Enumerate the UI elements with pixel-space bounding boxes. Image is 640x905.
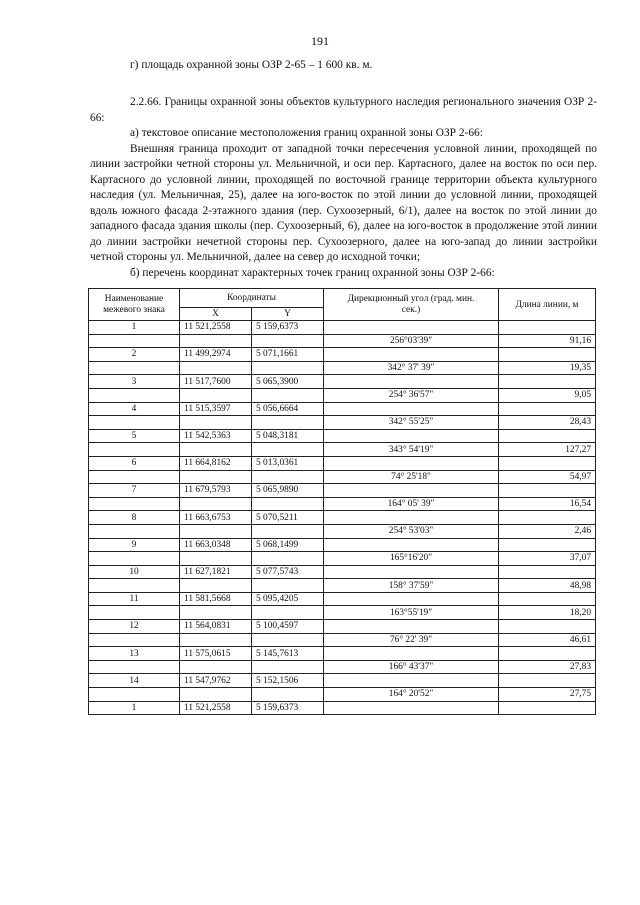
empty-cell xyxy=(180,633,252,647)
table-row xyxy=(89,538,596,552)
table-row xyxy=(89,688,596,702)
point-x: 11 547,9762 xyxy=(180,674,252,688)
empty-cell xyxy=(324,620,499,634)
point-x: 11 499,2974 xyxy=(180,348,252,362)
segment-angle: 164° 20'52" xyxy=(324,688,499,702)
point-name: 1 xyxy=(89,701,180,715)
segment-angle: 166° 43'37" xyxy=(324,660,499,674)
empty-cell xyxy=(324,538,499,552)
empty-cell xyxy=(324,511,499,525)
header-y: Y xyxy=(252,308,324,321)
segment-length: 2,46 xyxy=(499,524,596,538)
empty-cell xyxy=(324,592,499,606)
point-y: 5 152,1506 xyxy=(252,674,324,688)
segment-angle: 343° 54'19" xyxy=(324,443,499,457)
empty-cell xyxy=(499,484,596,498)
empty-cell xyxy=(499,375,596,389)
empty-cell xyxy=(180,552,252,566)
point-y: 5 013,0361 xyxy=(252,456,324,470)
empty-cell xyxy=(180,388,252,402)
table-row xyxy=(89,552,596,566)
empty-cell xyxy=(180,361,252,375)
table-row xyxy=(89,565,596,579)
point-x: 11 581,5668 xyxy=(180,592,252,606)
table-body xyxy=(89,321,596,715)
empty-cell xyxy=(89,633,180,647)
point-name: 13 xyxy=(89,647,180,661)
header-coords: Координаты xyxy=(180,289,324,308)
empty-cell xyxy=(180,470,252,484)
table-row xyxy=(89,348,596,362)
empty-cell xyxy=(499,402,596,416)
empty-cell xyxy=(252,633,324,647)
point-y: 5 159,6373 xyxy=(252,701,324,715)
empty-cell xyxy=(324,456,499,470)
empty-cell xyxy=(499,538,596,552)
point-y: 5 056,6664 xyxy=(252,402,324,416)
point-y: 5 159,6373 xyxy=(252,321,324,335)
empty-cell xyxy=(89,579,180,593)
subsection-a: а) текстовое описание местоположения границ охранной зоны ОЗР 2-66: xyxy=(130,127,483,139)
empty-cell xyxy=(499,456,596,470)
table-row xyxy=(89,456,596,470)
point-x: 11 517,7600 xyxy=(180,375,252,389)
empty-cell xyxy=(252,606,324,620)
table-row xyxy=(89,660,596,674)
empty-cell xyxy=(324,321,499,335)
segment-angle: 76° 22' 39" xyxy=(324,633,499,647)
header-x: X xyxy=(180,308,252,321)
table-row xyxy=(89,470,596,484)
point-name: 14 xyxy=(89,674,180,688)
empty-cell xyxy=(324,375,499,389)
empty-cell xyxy=(324,402,499,416)
table-row xyxy=(89,497,596,511)
area-text: г) площадь охранной зоны ОЗР 2-65 – 1 600 кв. м. xyxy=(130,59,373,71)
section-title: 2.2.66. Границы охранной зоны объектов культурного наследия регионального значения ОЗР 2-66: xyxy=(90,96,597,124)
empty-cell xyxy=(252,470,324,484)
empty-cell xyxy=(499,348,596,362)
table-header-row xyxy=(89,289,596,308)
segment-length: 19,35 xyxy=(499,361,596,375)
point-y: 5 068,1499 xyxy=(252,538,324,552)
segment-angle: 165°16'20" xyxy=(324,552,499,566)
empty-cell xyxy=(89,416,180,430)
empty-cell xyxy=(499,674,596,688)
empty-cell xyxy=(89,660,180,674)
point-y: 5 095,4205 xyxy=(252,592,324,606)
section-body xyxy=(90,95,597,281)
table-row xyxy=(89,334,596,348)
empty-cell xyxy=(89,388,180,402)
point-name: 5 xyxy=(89,429,180,443)
empty-cell xyxy=(324,348,499,362)
point-x: 11 515,3597 xyxy=(180,402,252,416)
empty-cell xyxy=(324,701,499,715)
segment-length: 91,16 xyxy=(499,334,596,348)
empty-cell xyxy=(252,334,324,348)
empty-cell xyxy=(324,484,499,498)
coordinates-table xyxy=(88,288,596,715)
segment-length: 46,61 xyxy=(499,633,596,647)
table-row xyxy=(89,416,596,430)
empty-cell xyxy=(252,552,324,566)
point-y: 5 071,1661 xyxy=(252,348,324,362)
point-name: 8 xyxy=(89,511,180,525)
empty-cell xyxy=(180,579,252,593)
point-name: 1 xyxy=(89,321,180,335)
point-y: 5 065,9890 xyxy=(252,484,324,498)
table-row xyxy=(89,402,596,416)
empty-cell xyxy=(499,701,596,715)
empty-cell xyxy=(180,606,252,620)
segment-length: 54,97 xyxy=(499,470,596,484)
empty-cell xyxy=(324,429,499,443)
empty-cell xyxy=(180,524,252,538)
point-name: 7 xyxy=(89,484,180,498)
empty-cell xyxy=(89,334,180,348)
table-row xyxy=(89,321,596,335)
table-row xyxy=(89,620,596,634)
empty-cell xyxy=(324,674,499,688)
table-row xyxy=(89,674,596,688)
point-x: 11 663,6753 xyxy=(180,511,252,525)
empty-cell xyxy=(252,497,324,511)
table-row xyxy=(89,524,596,538)
point-name: 9 xyxy=(89,538,180,552)
point-name: 3 xyxy=(89,375,180,389)
table-row xyxy=(89,375,596,389)
point-y: 5 070,5211 xyxy=(252,511,324,525)
empty-cell xyxy=(499,592,596,606)
header-angle: Дирекционный угол (град. мин. сек.) xyxy=(324,289,499,321)
table-row xyxy=(89,579,596,593)
empty-cell xyxy=(180,497,252,511)
point-y: 5 145,7613 xyxy=(252,647,324,661)
point-x: 11 679,5793 xyxy=(180,484,252,498)
segment-angle: 163°55'19" xyxy=(324,606,499,620)
empty-cell xyxy=(252,388,324,402)
point-x: 11 575,0615 xyxy=(180,647,252,661)
empty-cell xyxy=(499,429,596,443)
empty-cell xyxy=(252,524,324,538)
table-row xyxy=(89,484,596,498)
empty-cell xyxy=(252,579,324,593)
empty-cell xyxy=(324,565,499,579)
segment-angle: 164° 05' 39" xyxy=(324,497,499,511)
empty-cell xyxy=(324,647,499,661)
segment-length: 9,05 xyxy=(499,388,596,402)
point-name: 4 xyxy=(89,402,180,416)
empty-cell xyxy=(89,497,180,511)
point-name: 6 xyxy=(89,456,180,470)
empty-cell xyxy=(499,565,596,579)
point-y: 5 077,5743 xyxy=(252,565,324,579)
point-x: 11 542,5363 xyxy=(180,429,252,443)
empty-cell xyxy=(180,443,252,457)
empty-cell xyxy=(89,606,180,620)
empty-cell xyxy=(180,688,252,702)
table-row xyxy=(89,443,596,457)
area-line xyxy=(90,58,597,74)
table-row xyxy=(89,429,596,443)
empty-cell xyxy=(180,660,252,674)
segment-angle: 158° 37'59" xyxy=(324,579,499,593)
empty-cell xyxy=(499,511,596,525)
empty-cell xyxy=(499,647,596,661)
empty-cell xyxy=(252,416,324,430)
empty-cell xyxy=(252,361,324,375)
segment-length: 37,07 xyxy=(499,552,596,566)
empty-cell xyxy=(252,443,324,457)
empty-cell xyxy=(89,361,180,375)
empty-cell xyxy=(252,660,324,674)
table-row xyxy=(89,361,596,375)
page-number: 191 xyxy=(311,34,329,48)
subsection-b: б) перечень координат характерных точек границ охранной зоны ОЗР 2-66: xyxy=(130,266,495,279)
segment-length: 127,27 xyxy=(499,443,596,457)
table-row xyxy=(89,606,596,620)
point-x: 11 521,2558 xyxy=(180,321,252,335)
empty-cell xyxy=(180,416,252,430)
point-name: 2 xyxy=(89,348,180,362)
empty-cell xyxy=(180,334,252,348)
segment-angle: 74° 25'18" xyxy=(324,470,499,484)
boundary-description: Внешняя граница проходит от западной точки пересечения условной линии, проходящей по линии застройки четной стороны ул. Мельничной, и оси пер. Картасного, далее на восток по оси пер. Картасного до условной линии, проходящей по восточной границе территории объекта культурного наследия (ул. Мельничная, 25), далее на юго-восток по этой линии до условной линии, проходящей вдоль южного фасада 2-этажного здания (пер. Сухоозерный, 6/1), далее на восток по этой линии до западного фасада здания школы (пер. Сухоозерный, 6), далее на юго-восток в продолжение этой линии до линии застройки нечетной стороны пер. Сухоозерного, далее на юго-запад до линии застройки четной стороны ул. Мельничной, далее на север до исходной точки; xyxy=(90,142,597,263)
header-name: Наименование межевого знака xyxy=(89,289,180,321)
point-y: 5 048,3181 xyxy=(252,429,324,443)
point-x: 11 664,8162 xyxy=(180,456,252,470)
point-y: 5 065,3900 xyxy=(252,375,324,389)
segment-length: 48,98 xyxy=(499,579,596,593)
empty-cell xyxy=(499,620,596,634)
segment-angle: 254° 36'57" xyxy=(324,388,499,402)
point-x: 11 521,2558 xyxy=(180,701,252,715)
table-row xyxy=(89,511,596,525)
table-row xyxy=(89,701,596,715)
point-y: 5 100,4597 xyxy=(252,620,324,634)
segment-angle: 254° 53'03" xyxy=(324,524,499,538)
table-row xyxy=(89,388,596,402)
segment-length: 28,43 xyxy=(499,416,596,430)
point-x: 11 663,0348 xyxy=(180,538,252,552)
point-x: 11 564,0831 xyxy=(180,620,252,634)
empty-cell xyxy=(89,524,180,538)
table-row xyxy=(89,592,596,606)
empty-cell xyxy=(89,688,180,702)
point-name: 10 xyxy=(89,565,180,579)
point-name: 11 xyxy=(89,592,180,606)
segment-length: 27,83 xyxy=(499,660,596,674)
segment-length: 18,20 xyxy=(499,606,596,620)
segment-angle: 342° 55'25" xyxy=(324,416,499,430)
table-row xyxy=(89,633,596,647)
empty-cell xyxy=(89,470,180,484)
segment-length: 16,54 xyxy=(499,497,596,511)
point-name: 12 xyxy=(89,620,180,634)
segment-angle: 342° 37' 39" xyxy=(324,361,499,375)
segment-angle: 256°03'39" xyxy=(324,334,499,348)
point-x: 11 627,1821 xyxy=(180,565,252,579)
segment-length: 27,75 xyxy=(499,688,596,702)
empty-cell xyxy=(499,321,596,335)
empty-cell xyxy=(89,552,180,566)
header-length: Длина линии, м xyxy=(499,289,596,321)
empty-cell xyxy=(252,688,324,702)
table-row xyxy=(89,647,596,661)
empty-cell xyxy=(89,443,180,457)
